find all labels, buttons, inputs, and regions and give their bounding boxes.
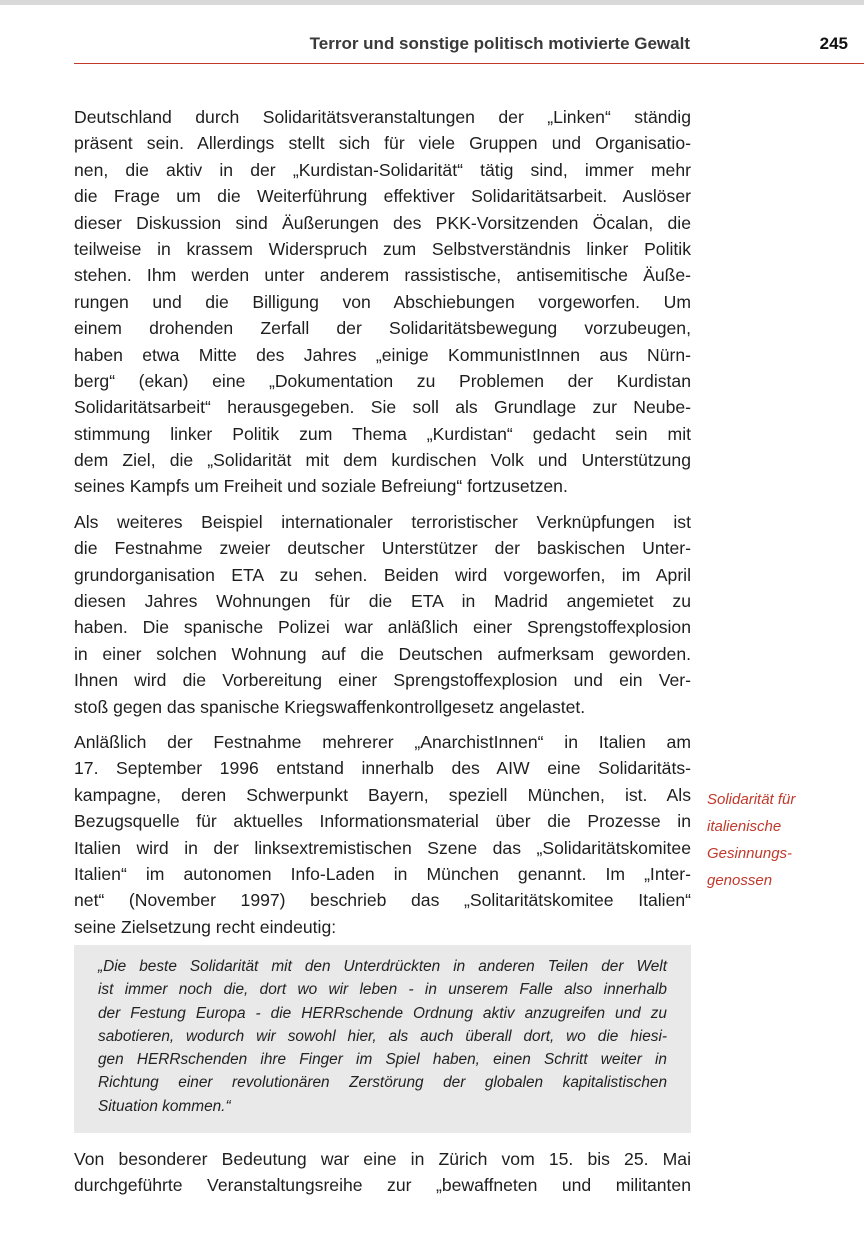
quote-line: Situation kommen.“ bbox=[98, 1097, 231, 1115]
text-line: stehen. Ihm werden unter anderem rassistische, antisemitische Äuße- bbox=[74, 265, 691, 286]
quote-line: der Festung Europa - die HERRschende Ordnung aktiv anzugreifen und zu bbox=[98, 1004, 667, 1022]
text-line: 17. September 1996 entstand innerhalb des AIW eine Solidaritäts- bbox=[74, 758, 691, 779]
quote-line: „Die beste Solidarität mit den Unterdrückten in anderen Teilen der Welt bbox=[98, 958, 667, 975]
text-line: haben etwa Mitte des Jahres „einige KommunistInnen aus Nürn- bbox=[74, 344, 691, 365]
text-line: Italien“ im autonomen Info-Laden in München genannt. Im „Inter- bbox=[74, 863, 691, 884]
paragraph-zuerich bbox=[74, 1146, 691, 1199]
text-line: teilweise in krassem Widerspruch zum Selbstverständnis linker Politik bbox=[74, 238, 691, 259]
marginal-note-line: Solidarität für bbox=[707, 791, 796, 808]
page-number: 245 bbox=[819, 34, 848, 53]
header-rule bbox=[74, 63, 864, 64]
text-line: Bezugsquelle für aktuelles Informationsmaterial über die Prozesse in bbox=[74, 811, 691, 832]
text-line: dieser Diskussion sind Äußerungen des PKK-Vorsitzenden Öcalan, die bbox=[74, 212, 691, 233]
paragraph-italien bbox=[74, 729, 691, 940]
text-line: Anläßlich der Festnahme mehrerer „AnarchistInnen“ in Italien am bbox=[74, 731, 691, 752]
text-line: dem Ziel, die „Solidarität mit dem kurdischen Volk und Unterstützung bbox=[74, 450, 691, 471]
text-line: in einer solchen Wohnung auf die Deutschen aufmerksam geworden. bbox=[74, 643, 691, 664]
quote-line: gen HERRschenden ihre Finger im Spiel haben, einen Schritt weiter in bbox=[98, 1051, 667, 1069]
text-line: Solidaritätsarbeit“ herausgegeben. Sie soll als Grundlage zur Neube- bbox=[74, 397, 691, 418]
text-line: kampagne, deren Schwerpunkt Bayern, speziell München, ist. Als bbox=[74, 784, 691, 805]
text-line: Ihnen wird die Vorbereitung einer Sprengstoffexplosion und ein Ver- bbox=[74, 670, 691, 691]
running-header-title: Terror und sonstige politisch motivierte Gewalt bbox=[309, 34, 690, 53]
text-line: einem drohenden Zerfall der Solidaritätsbewegung vorzubeugen, bbox=[74, 318, 691, 339]
text-line: haben. Die spanische Polizei war anläßlich einer Sprengstoffexplosion bbox=[74, 617, 691, 638]
marginal-note-line: Gesinnungs- bbox=[707, 845, 793, 862]
text-line: durchgeführte Veranstaltungsreihe zur „bewaffneten und militanten bbox=[74, 1175, 691, 1196]
paragraph-eta bbox=[74, 509, 691, 720]
text-line: Von besonderer Bedeutung war eine in Zürich vom 15. bis 25. Mai bbox=[74, 1149, 691, 1169]
text-line: stoß gegen das spanische Kriegswaffenkontrollgesetz angelastet. bbox=[74, 696, 586, 717]
quote-line: sabotieren, wodurch wir sowohl hier, als auch überall dort, wo die hiesi- bbox=[98, 1027, 667, 1045]
text-line: net“ (November 1997) beschrieb das „Solitaritätskomitee Italien“ bbox=[74, 890, 691, 911]
text-line: präsent sein. Allerdings stellt sich für viele Gruppen und Organisatio- bbox=[74, 133, 691, 154]
body-text bbox=[74, 104, 691, 940]
text-line: diesen Jahres Wohnungen für die ETA in Madrid angemietet zu bbox=[74, 591, 691, 612]
text-line: rungen und die Billigung von Abschiebungen vorgeworfen. Um bbox=[74, 291, 691, 312]
quote-box bbox=[74, 945, 691, 1133]
text-line: seines Kampfs um Freiheit und soziale Befreiung“ fortzusetzen. bbox=[74, 476, 568, 497]
text-line: Deutschland durch Solidaritätsveranstaltungen der „Linken“ ständig bbox=[74, 107, 691, 127]
running-header bbox=[74, 34, 864, 60]
text-line: stimmung linker Politik zum Thema „Kurdistan“ gedacht sein mit bbox=[74, 423, 691, 444]
text-line: berg“ (ekan) eine „Dokumentation zu Problemen der Kurdistan bbox=[74, 370, 691, 391]
text-line: nen, die aktiv in der „Kurdistan-Solidarität“ tätig sind, immer mehr bbox=[74, 159, 691, 180]
paragraph-kurdistan bbox=[74, 104, 691, 500]
page-top-edge bbox=[0, 0, 864, 5]
text-line: die Frage um die Weiterführung effektiver Solidaritätsarbeit. Auslöser bbox=[74, 186, 691, 207]
text-line: Italien wird in der linksextremistischen Szene das „Solidaritätskomitee bbox=[74, 837, 691, 858]
text-line: seine Zielsetzung recht eindeutig: bbox=[74, 916, 337, 937]
quote-line: ist immer noch die, dort wo wir leben - in unserem Falle also innerhalb bbox=[98, 981, 667, 999]
marginal-note-line: italienische bbox=[707, 818, 782, 835]
quote-line: Richtung einer revolutionären Zerstörung der globalen kapitalistischen bbox=[98, 1074, 667, 1092]
text-line: grundorganisation ETA zu sehen. Beiden wird vorgeworfen, im April bbox=[74, 564, 691, 585]
text-line: Als weiteres Beispiel internationaler terroristischer Verknüpfungen ist bbox=[74, 511, 691, 532]
marginal-note-line: genossen bbox=[707, 872, 773, 889]
text-line: die Festnahme zweier deutscher Unterstützer der baskischen Unter- bbox=[74, 538, 691, 559]
marginal-note bbox=[707, 786, 857, 894]
